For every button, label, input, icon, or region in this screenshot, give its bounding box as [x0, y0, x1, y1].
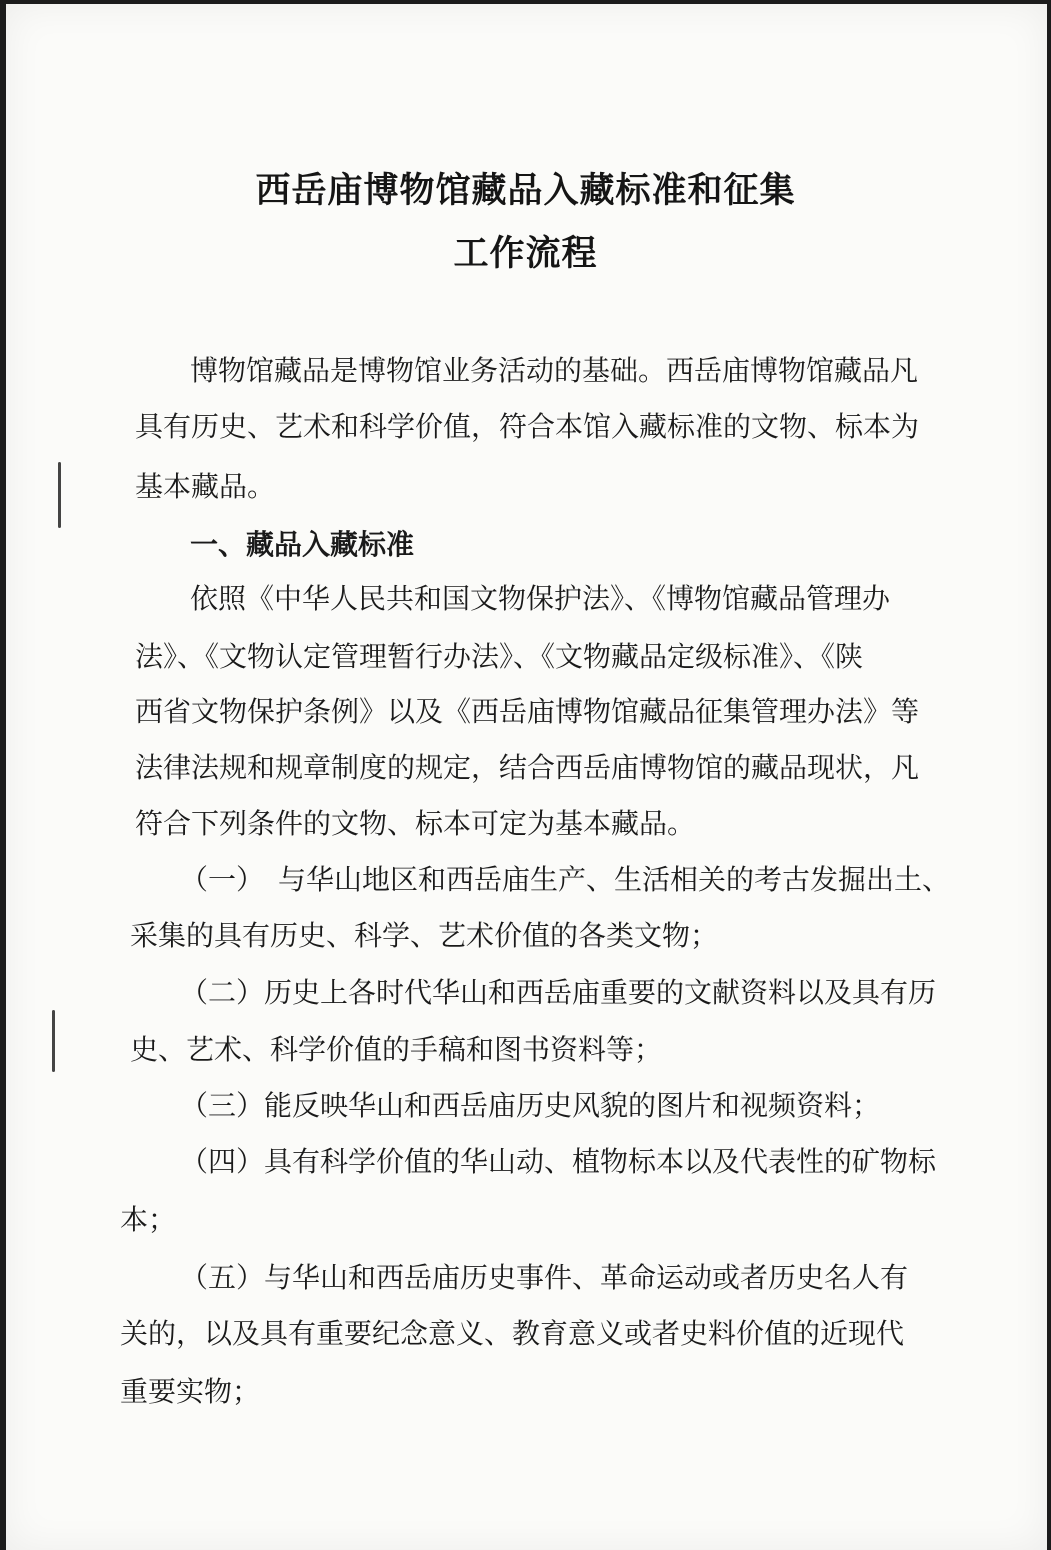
- list-item-4-line-1: （四）具有科学价值的华山动、植物标本以及代表性的矿物标: [180, 1145, 937, 1178]
- document-title-line2: 工作流程: [453, 233, 598, 274]
- body-line-1: 博物馆藏品是博物馆业务活动的基础。西岳庙博物馆藏品凡: [190, 354, 919, 387]
- body-line-9: 符合下列条件的文物、标本可定为基本藏品。: [135, 807, 696, 840]
- list-item-5-line-1: （五）与华山和西岳庙历史事件、革命运动或者历史名人有: [180, 1261, 909, 1294]
- body-line-8: 法律法规和规章制度的规定，结合西岳庙博物馆的藏品现状，凡: [135, 751, 920, 784]
- staple-mark-bottom: [52, 1010, 55, 1072]
- list-item-2-line-2: 史、艺术、科学价值的手稿和图书资料等；: [130, 1033, 663, 1066]
- body-line-2: 具有历史、艺术和科学价值，符合本馆入藏标准的文物、标本为: [135, 410, 920, 443]
- section-heading-1: 一、藏品入藏标准: [190, 528, 415, 561]
- list-item-4-line-2: 本；: [120, 1203, 177, 1236]
- list-item-2-line-1: （二）历史上各时代华山和西岳庙重要的文献资料以及具有历: [180, 976, 937, 1009]
- list-item-1-line-2: 采集的具有历史、科学、艺术价值的各类文物；: [130, 919, 719, 952]
- body-line-7: 西省文物保护条例》以及《西岳庙博物馆藏品征集管理办法》等: [135, 695, 920, 728]
- list-item-5-line-3: 重要实物；: [120, 1375, 261, 1408]
- list-item-3: （三）能反映华山和西岳庙历史风貌的图片和视频资料；: [180, 1089, 881, 1122]
- body-line-6: 法》、《文物认定管理暂行办法》、《文物藏品定级标准》、《陕: [135, 640, 864, 673]
- list-item-5-line-2: 关的，以及具有重要纪念意义、教育意义或者史料价值的近现代: [120, 1317, 905, 1350]
- body-line-5: 依照《中华人民共和国文物保护法》、《博物馆藏品管理办: [190, 582, 891, 615]
- staple-mark-top: [58, 462, 61, 528]
- document-title-line1: 西岳庙博物馆藏品入藏标准和征集: [255, 170, 796, 211]
- body-line-3: 基本藏品。: [135, 470, 276, 503]
- list-item-1-line-1: （一） 与华山地区和西岳庙生产、生活相关的考古发掘出土、: [180, 863, 951, 896]
